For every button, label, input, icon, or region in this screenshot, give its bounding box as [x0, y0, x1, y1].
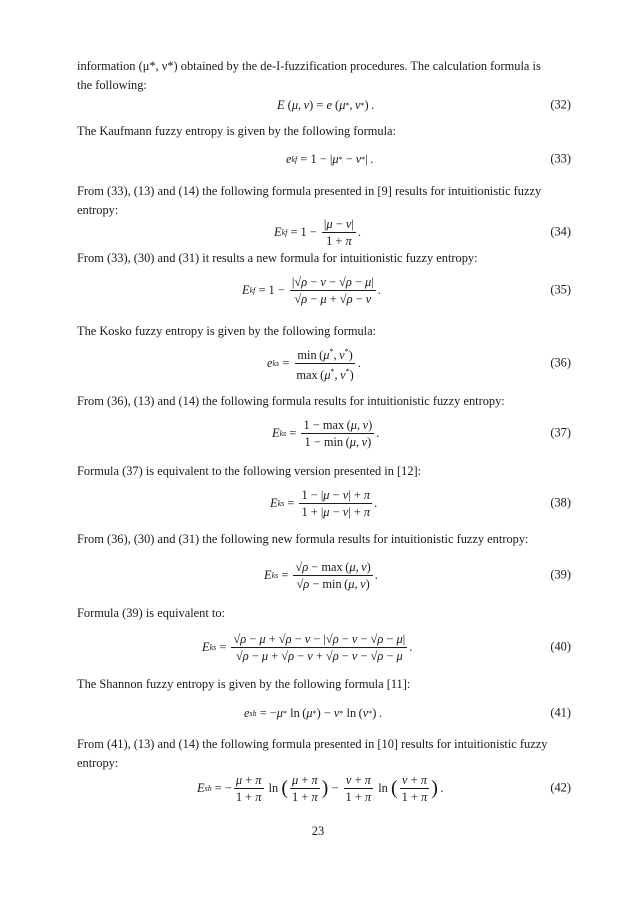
paragraph: From (36), (30) and (31) the following new formula results for intuitionistic fuzzy entropy: — [77, 532, 529, 546]
equation-number: (40) — [550, 639, 571, 654]
equation-38 — [77, 480, 571, 526]
equation-number: (41) — [550, 705, 571, 720]
equation-body: E ks = $\frac{√\rho - \mu + √\rho - \nu - |√\rho - \nu - √\rho - \mu|}{√\rho - \mu + √\rho - \nu + √\rho - \nu - √\rho - \mu}$ . — [202, 631, 413, 663]
equation-36 — [77, 340, 571, 386]
paragraph: Formula (37) is equivalent to the following version presented in [12]: — [77, 464, 422, 478]
equation-body: e sh = − μ * ln ( μ * ) − ν * ln ( ν * ) . — [244, 705, 382, 720]
equation-41 — [77, 697, 571, 729]
equation-32 — [77, 90, 571, 120]
equation-number: (36) — [550, 355, 571, 370]
equation-body: E kf = 1 − $\frac{|\mu - \nu|}{1 + \pi}$ . — [274, 216, 361, 248]
paragraph-line: entropy: — [77, 203, 119, 217]
paragraph-line: information (μ*, ν*) obtained by the de-I-fuzzification procedures. The calculation formula is — [77, 59, 541, 73]
equation-body: E kf = 1 − $\frac{|√\rho - \nu - √\rho - \mu|}{√\rho - \mu + √\rho - \nu}$ . — [242, 274, 381, 306]
equation-number: (33) — [550, 151, 571, 166]
equation-number: (34) — [550, 224, 571, 239]
equation-body: e kf = 1 − | μ * − ν * | . — [286, 151, 374, 166]
equation-number: (35) — [550, 282, 571, 297]
equation-40 — [77, 624, 571, 670]
paragraph: Formula (39) is equivalent to: — [77, 606, 225, 620]
paragraph: From (33), (30) and (31) it results a new formula for intuitionistic fuzzy entropy: — [77, 251, 478, 265]
paragraph-line: entropy: — [77, 756, 119, 770]
equation-body: E ks = $\frac{1 - \max (\mu, \nu)}{1 - \min (\mu, \nu)}$ . — [272, 417, 380, 449]
paragraph-line: From (33), (13) and (14) the following formula presented in [9] results for intuitionistic fuzzy — [77, 184, 542, 198]
equation-number: (37) — [550, 425, 571, 440]
equation-number: (32) — [550, 97, 571, 112]
equation-body: E sh = − $\frac{\mu + \pi}{1 + \pi}$ ln ( $\frac{\mu + \pi}{1 + \pi}$ ) − $\frac{\nu + \pi}{1 + \pi}$ ln ( $\frac{\nu + \pi}{1 + \pi}$ ) . — [197, 772, 444, 804]
paragraph: The Kosko fuzzy entropy is given by the following formula: — [77, 324, 377, 338]
equation-35 — [77, 268, 571, 312]
equation-42 — [77, 766, 571, 810]
equation-number: (42) — [550, 780, 571, 795]
equation-number: (39) — [550, 567, 571, 582]
paragraph-line: From (41), (13) and (14) the following formula presented in [10] results for intuitionistic fuzzy — [77, 737, 548, 751]
equation-34 — [77, 214, 571, 250]
paragraph: The Shannon fuzzy entropy is given by the following formula [11]: — [77, 677, 411, 691]
equation-39 — [77, 550, 571, 600]
paragraph-line: the following: — [77, 78, 147, 92]
equation-body: E ks = $\frac{1 - |\mu - \nu| + \pi}{1 + |\mu - \nu| + \pi}$ . — [270, 487, 378, 519]
equation-number: (38) — [550, 495, 571, 510]
equation-33 — [77, 143, 571, 175]
equation-body: E ks = $\frac{√\rho - \max (\mu, \nu)}{√\rho - \min (\mu, \nu)}$ . — [264, 559, 378, 591]
paragraph: The Kaufmann fuzzy entropy is given by the following formula: — [77, 124, 396, 138]
paragraph: From (36), (13) and (14) the following formula results for intuitionistic fuzzy entropy: — [77, 394, 505, 408]
page-number: 23 — [311, 824, 325, 838]
equation-body: E ( μ , ν ) = e ( μ * , ν * ) . — [277, 97, 375, 112]
equation-37 — [77, 410, 571, 456]
equation-body: e ks = $\frac{\min (\mu^*, \nu^*)}{\max (\mu^*, \nu^*)}$ . — [267, 346, 361, 382]
